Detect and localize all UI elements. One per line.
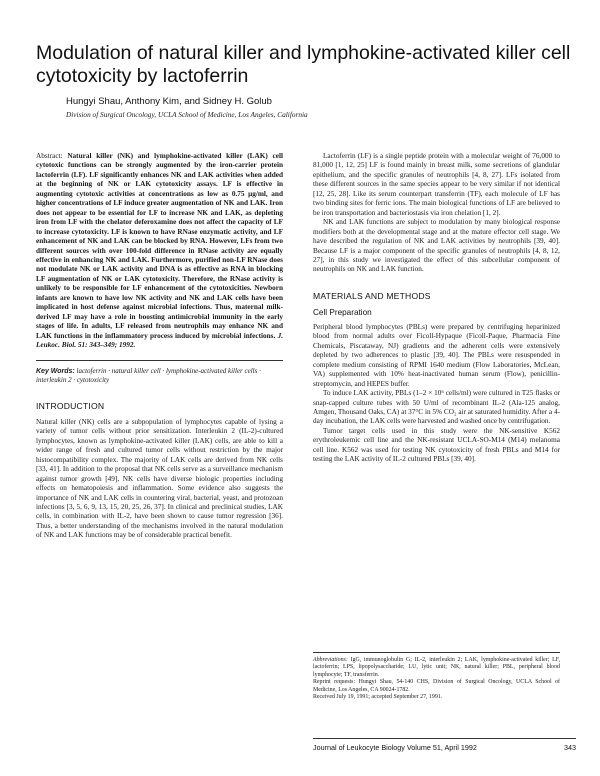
keywords-list: lactoferrin · natural killer cell · lymphokine-activated killer cells · interleukin 2 · cytotoxicity (36, 366, 261, 384)
reprint-requests: Reprint requests: Hungyi Shau, 54-140 CHS, Division of Surgical Oncology, UCLA School of Medicine, Los Angeles, CA 90024-1782. (313, 679, 560, 693)
keywords-label: Key Words: (36, 367, 75, 375)
lak-induction-paragraph: To induce LAK activity, PBLs (1–2 × 10⁶ cells/ml) were cultured in T25 flasks or snap-capped culture tubes with 50 U/ml of recombinant IL-2 (Ala-125 analog, Amgen, Thousand Oaks, CA) at 37°C in 5% CO₂ air at saturated humidity. After a 4-day incubation, the LAK cells were harvested and washed once by centrifugation. (313, 389, 560, 426)
abbreviations-label: Abbreviations: (313, 657, 348, 663)
author-list: Hungyi Shau, Anthony Kim, and Sidney H. Golub (66, 96, 272, 107)
page-footer (313, 738, 576, 752)
target-cells-paragraph: Tumor target cells used in this study were the NK-sensitive K562 erythroleukemic cell line and the NK-resistant UCLA-SO-M14 (M14) melanoma cell line. K562 was used for testing NK cytotoxicity of fresh PBLs and M14 for testing the LAK activity of IL-2 cultured PBLs [39, 40]. (313, 426, 560, 464)
abstract-text: Natural killer (NK) and lymphokine-activated killer (LAK) cell cytotoxic functions can be strongly augmented by the iron-carrier protein lactoferrin (LF). LF significantly enhances NK and LAK activities when added at the beginning of NK or LAK cytotoxicity assays. LF is effective in augmenting cytotoxic activities at concentrations as low as 0.75 μg/ml, and higher concentrations of LF induce greater augmentation of NK and LAK. Iron does not appear to be essential for LF to increase NK and LAK, as depleting iron from LF with the chelator deferoxamine does not affect the capacity of LF to increase cytotoxicity. LF is known to have RNase enzymatic activity, and LF enhancement of NK and LAK can be blocked by RNA. However, LFs from two different sources with over 100-fold difference in RNase activity are equally effective in enhancing NK and LAK. Furthermore, purified non-LF RNase does not modulate NK or LAK activity and DNA is as effective as RNA in blocking LF augmentation of NK or LAK cytotoxicity. Therefore, the RNase activity is unlikely to be responsible for LF enhancement of the cytotoxicities. Newborn infants are known to have low NK activity and NK and LAK cells have been implicated in host defense against microbial infections. Thus, maternal milk-derived LF may have a role in boosting antimicrobial immunity in the early stages of life. In adults, LF released from neutrophils may enhance NK and LAK functions in the inflammatory process induced by microbial infections. (36, 152, 283, 340)
modulation-paragraph: NK and LAK functions are subject to modulation by many biological response modifiers both at the developmental stage and at the mature effector cell stage. We have described the regulation of NK and LAK activities by neutrophils [39, 40]. Because LF is a major component of the specific granules of neutrophils [4, 8, 12, 27], in this study we investigated the effect of this subcellular component of neutrophils on NK and LAK function. (313, 218, 560, 274)
abstract-label: Abstract: (36, 152, 63, 160)
methods-heading: MATERIALS AND METHODS (313, 290, 431, 301)
page-number: 343 (564, 743, 576, 752)
received-dates: Received July 19, 1991; accepted September 27, 1991. (313, 694, 443, 701)
journal-volume: Volume 51, (406, 743, 443, 752)
keywords-block (36, 360, 283, 385)
footnotes (313, 652, 560, 701)
abbreviations-text: IgG, immunoglobulin G; IL-2, interleukin 2; LAK, lymphokine-activated killer; LF, lactoferrin; LPS, lipopolysaccharide; LU, lytic unit; NK, natural killer; PBL, peripheral blood lymphocyte; TF, transferrin. (313, 657, 560, 678)
article-title: Modulation of natural killer and lymphokine-activated killer cell cytotoxicity by lactoferrin (36, 42, 571, 87)
abstract-citation: J. Leukoc. Biol. 51: 343–349; 1992. (36, 331, 283, 350)
lactoferrin-paragraph: Lactoferrin (LF) is a single peptide protein with a molecular weight of 76,000 to 81,000 [1, 12, 25] LF is found mainly in breast milk, some secretions of glandular epithelium, and the specific granules of neutrophils [4, 8, 27]. LFs isolated from these different sources in the same species appear to be very similar if not identical [12, 25, 28]. Like its serum counterpart transferrin (TF), each molecule of LF has two binding sites for ferric ions. The main biological functions of LF are believed to be iron transportation and bacteriostasis via iron chelation [1, 2]. (313, 152, 560, 217)
abstract-block (36, 152, 283, 351)
introduction-heading: INTRODUCTION (36, 400, 105, 411)
author-affiliation: Division of Surgical Oncology, UCLA School of Medicine, Los Angeles, California (66, 110, 308, 119)
journal-date: April 1992 (444, 743, 477, 752)
journal-name: Journal of Leukocyte Biology (313, 743, 405, 752)
cell-preparation-heading: Cell Preparation (313, 307, 372, 317)
right-column (313, 152, 560, 465)
pbl-preparation-paragraph: Peripheral blood lymphocytes (PBLs) were prepared by centrifuging heparinized blood from normal adults over Ficoll-Hypaque (Ficoll-Paque, Pharmacia Fine Chemicals, Piscataway, NJ) gradients and the adherent cells were extensively depleted by two adherences to plastic [39, 40]. The PBLs were resuspended in complete medium consisting of RPMI 1640 medium (Flow Laboratories, McLean, VA) supplemented with 10% heat-inactivated human serum (Flow), penicillin-streptomycin, and HEPES buffer. (313, 322, 560, 388)
introduction-paragraph: Natural killer (NK) cells are a subpopulation of lymphocytes capable of lysing a variety of tumor cells without prior sensitization. Interleukin 2 (IL-2)-cultured lymphocytes, known as lymphokine-activated killer (LAK) cells, are able to kill a wider range of fresh and cultured tumor cells without restriction by the major histocompatibility complex. The majority of LAK cells are derived from NK cells [33, 41]. In addition to the proposal that NK cells serve as a surveillance mechanism against tumor growth [49], NK cells have diverse biologic properties including effects on hematopoiesis and inflammation. Some evidence also suggests the importance of NK and LAK cells in countering viral, bacterial, yeast, and protozoan infections [3, 5, 6, 9, 13, 15, 20, 25, 26, 37]. In clinical and preclinical studies, LAK cells, in combination with IL-2, have been shown to cause tumor regression [36]. Thus, a better understanding of the mechanisms involved in the natural modulation of NK and LAK functions may be of considerable practical benefit. (36, 417, 283, 540)
left-column (36, 152, 283, 541)
